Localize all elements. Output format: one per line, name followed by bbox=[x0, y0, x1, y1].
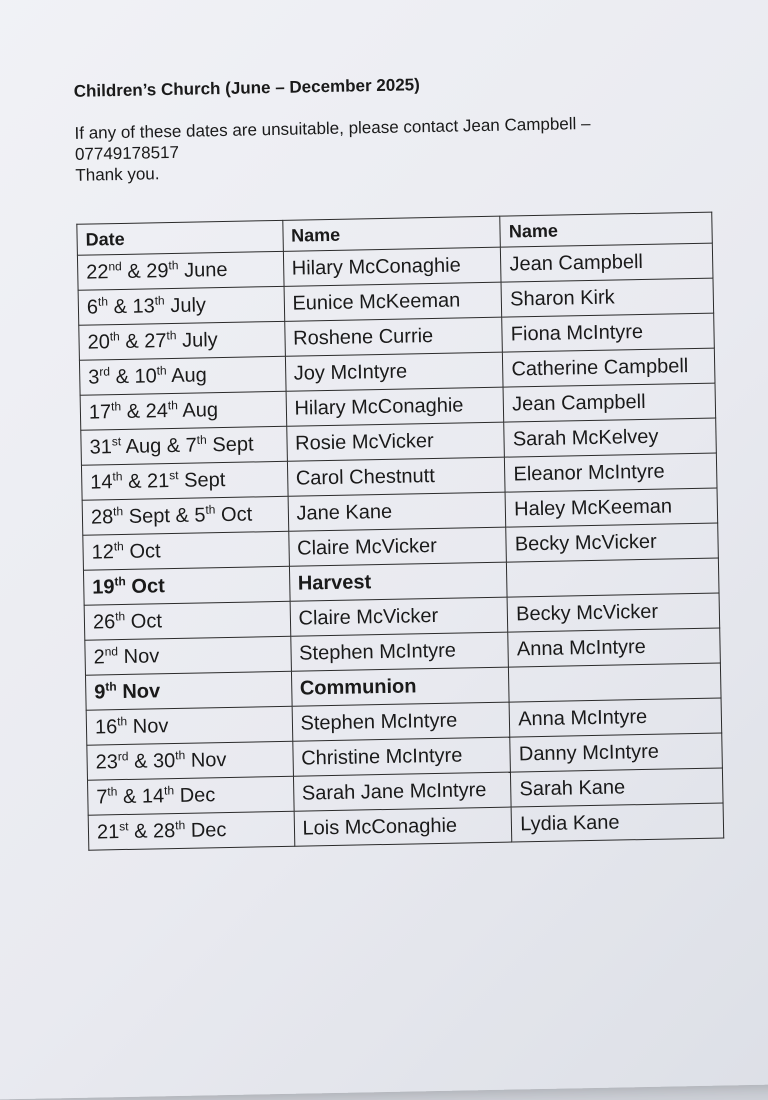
name-cell-2: Sharon Kirk bbox=[501, 278, 713, 317]
ordinal-suffix: st bbox=[168, 467, 179, 482]
name-cell-1: Jane Kane bbox=[288, 492, 506, 531]
ordinal-suffix: th bbox=[196, 432, 207, 447]
date-text: Oct bbox=[215, 502, 253, 526]
date-text: 21 bbox=[96, 820, 120, 844]
date-cell bbox=[78, 286, 284, 325]
date-text: 9 bbox=[94, 680, 106, 704]
name-cell-2: Jean Campbell bbox=[503, 383, 715, 422]
date-text: 31 bbox=[89, 435, 113, 459]
date-cell bbox=[83, 531, 289, 570]
name-cell-2: Fiona McIntyre bbox=[502, 313, 714, 352]
ordinal-suffix: th bbox=[97, 294, 109, 309]
date-text: Nov bbox=[127, 714, 169, 738]
date-cell bbox=[83, 566, 289, 605]
date-text: 7 bbox=[96, 785, 108, 809]
name-cell-1: Stephen McIntyre bbox=[292, 702, 510, 741]
name-cell-1: Harvest bbox=[289, 562, 507, 601]
date-text: Sept & 5 bbox=[122, 503, 206, 528]
ordinal-suffix: th bbox=[116, 713, 128, 728]
date-text: June bbox=[178, 258, 228, 282]
date-text: & 24 bbox=[120, 399, 169, 423]
ordinal-suffix: th bbox=[110, 398, 122, 414]
ordinal-suffix: th bbox=[114, 608, 126, 623]
date-text: & 28 bbox=[128, 819, 176, 843]
date-cell bbox=[79, 321, 285, 360]
name-cell-1: Communion bbox=[291, 667, 509, 706]
date-cell bbox=[82, 496, 288, 535]
date-text: 2 bbox=[93, 645, 105, 669]
name-cell-2: Becky McVicker bbox=[507, 593, 719, 632]
date-text: & 29 bbox=[121, 259, 169, 283]
date-text: Sept bbox=[206, 432, 254, 456]
name-cell-1: Joy McIntyre bbox=[285, 352, 503, 391]
name-cell-1: Carol Chestnutt bbox=[287, 457, 505, 496]
ordinal-suffix: rd bbox=[117, 748, 129, 763]
name-cell-2: Catherine Campbell bbox=[503, 348, 715, 387]
ordinal-suffix: th bbox=[166, 327, 177, 342]
ordinal-suffix: th bbox=[105, 678, 117, 694]
date-text: & 27 bbox=[119, 329, 167, 353]
ordinal-suffix: nd bbox=[108, 258, 122, 274]
date-text: Oct bbox=[125, 609, 163, 633]
contact-instructions: If any of these dates are unsuitable, please contact Jean Campbell – 07749178517 bbox=[74, 113, 591, 164]
ordinal-suffix: th bbox=[113, 538, 124, 553]
date-text: 3 bbox=[88, 365, 100, 389]
date-cell bbox=[85, 671, 291, 710]
date-text: Oct bbox=[125, 574, 165, 598]
name-cell-1: Eunice McKeeman bbox=[284, 282, 502, 321]
ordinal-suffix: th bbox=[107, 783, 118, 799]
date-text: Aug bbox=[177, 398, 219, 422]
date-cell bbox=[84, 601, 290, 640]
name-cell-1: Claire McVicker bbox=[290, 597, 508, 636]
ordinal-suffix: th bbox=[112, 468, 123, 484]
ordinal-suffix: th bbox=[175, 747, 186, 762]
date-text: 20 bbox=[87, 330, 111, 354]
date-text: 19 bbox=[92, 575, 115, 599]
date-text: Dec bbox=[173, 783, 216, 807]
date-text: 28 bbox=[90, 505, 114, 529]
date-text: Nov bbox=[116, 679, 161, 703]
ordinal-suffix: th bbox=[168, 257, 179, 272]
ordinal-suffix: th bbox=[114, 573, 126, 588]
name-cell-2: Anna McIntyre bbox=[509, 698, 721, 737]
document-content bbox=[73, 69, 736, 844]
header-name-1: Name bbox=[282, 216, 500, 251]
name-cell-2: Anna McIntyre bbox=[508, 628, 720, 667]
name-cell-2: Sarah McKelvey bbox=[504, 418, 716, 457]
date-cell bbox=[85, 636, 291, 675]
name-cell-1: Hilary McConaghie bbox=[286, 387, 504, 426]
name-cell-1: Claire McVicker bbox=[288, 527, 506, 566]
date-cell bbox=[79, 356, 285, 395]
date-cell bbox=[88, 811, 294, 850]
date-text: 12 bbox=[91, 540, 115, 564]
date-text: Nov bbox=[185, 748, 227, 772]
ordinal-suffix: th bbox=[163, 782, 175, 798]
rota-table bbox=[76, 212, 724, 851]
date-text: 6 bbox=[86, 295, 99, 319]
date-text: Oct bbox=[123, 539, 161, 563]
date-cell bbox=[77, 251, 283, 290]
ordinal-suffix: th bbox=[205, 502, 216, 517]
header-name-2: Name bbox=[500, 212, 712, 247]
ordinal-suffix: th bbox=[154, 292, 165, 308]
name-cell-1: Christine McIntyre bbox=[292, 737, 510, 776]
ordinal-suffix: th bbox=[112, 503, 124, 518]
ordinal-suffix: th bbox=[175, 817, 186, 832]
date-text: July bbox=[164, 293, 207, 317]
ordinal-suffix: th bbox=[167, 397, 178, 412]
date-text: Aug bbox=[166, 363, 208, 387]
ordinal-suffix: st bbox=[119, 818, 129, 833]
date-cell bbox=[86, 706, 292, 745]
name-cell-2: Becky McVicker bbox=[506, 523, 718, 562]
date-text: July bbox=[176, 328, 218, 352]
date-text: 22 bbox=[86, 260, 109, 284]
date-text: Nov bbox=[117, 644, 160, 668]
name-cell-2: Eleanor McIntyre bbox=[505, 453, 717, 492]
ordinal-suffix: rd bbox=[99, 364, 111, 379]
name-cell-2 bbox=[507, 558, 719, 597]
date-text: Aug & 7 bbox=[120, 434, 198, 458]
name-cell-2: Lydia Kane bbox=[511, 803, 723, 842]
name-cell-2: Haley McKeeman bbox=[505, 488, 717, 527]
ordinal-suffix: nd bbox=[104, 643, 119, 659]
name-cell-1: Roshene Currie bbox=[284, 317, 502, 356]
name-cell-1: Rosie McVicker bbox=[286, 422, 504, 461]
name-cell-2: Sarah Kane bbox=[511, 768, 723, 807]
document-title: Children’s Church (June – December 2025) bbox=[73, 75, 420, 101]
name-cell-1: Lois McConaghie bbox=[294, 807, 512, 846]
date-text: Sept bbox=[178, 468, 226, 492]
name-cell-2 bbox=[509, 663, 721, 702]
header-date: Date bbox=[77, 220, 283, 255]
date-text: 23 bbox=[95, 750, 119, 774]
name-cell-2: Jean Campbell bbox=[501, 243, 713, 282]
table-body bbox=[77, 243, 723, 850]
date-text: 17 bbox=[88, 400, 112, 424]
date-text: & 21 bbox=[122, 469, 170, 493]
name-cell-1: Stephen McIntyre bbox=[290, 632, 508, 671]
thank-you-text: Thank you. bbox=[75, 164, 160, 185]
name-cell-1: Hilary McConaghie bbox=[283, 247, 501, 286]
date-cell bbox=[81, 426, 287, 465]
date-cell bbox=[87, 741, 293, 780]
date-text: 14 bbox=[90, 470, 113, 494]
date-cell bbox=[81, 461, 287, 500]
date-text: 16 bbox=[94, 715, 118, 739]
name-cell-1: Sarah Jane McIntyre bbox=[293, 772, 511, 811]
date-text: & 13 bbox=[107, 294, 155, 318]
date-cell bbox=[80, 391, 286, 430]
date-cell bbox=[88, 776, 294, 815]
date-text: & 30 bbox=[128, 749, 176, 773]
date-text: & 14 bbox=[117, 784, 165, 808]
date-text: 26 bbox=[92, 610, 116, 634]
date-text: Dec bbox=[185, 818, 227, 842]
ordinal-suffix: st bbox=[111, 433, 122, 449]
ordinal-suffix: th bbox=[156, 362, 167, 378]
date-text: & 10 bbox=[109, 364, 157, 388]
name-cell-2: Danny McIntyre bbox=[510, 733, 722, 772]
ordinal-suffix: th bbox=[109, 328, 120, 344]
